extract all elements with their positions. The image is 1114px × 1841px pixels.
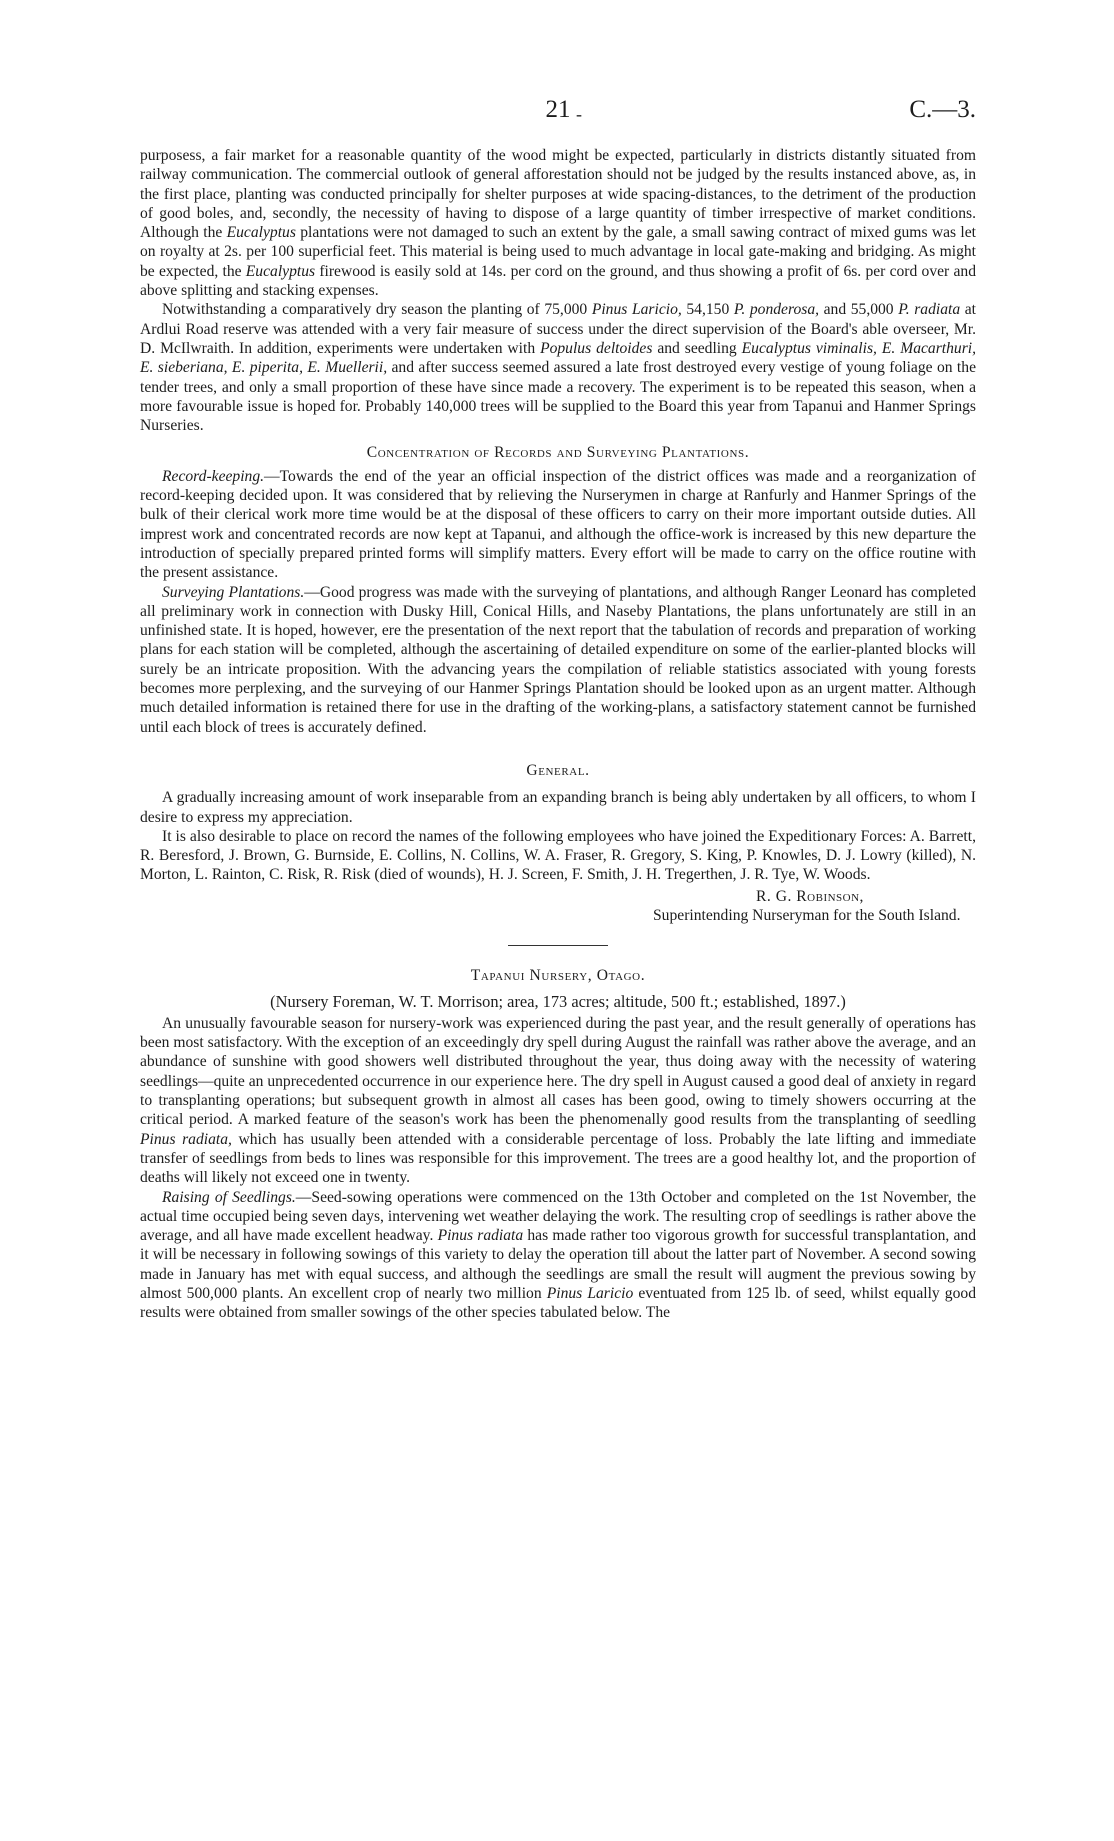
paragraph-record-keeping: Record-keeping.—Towards the end of the year an official inspection of the district offices was made and a reorganization of record-keeping decided upon. It was considered that by relieving the Nurserymen in charge at Ranfurly and Hanmer Springs of the bulk of their clerical work more time would be at the disposal of these officers to carry on their more important outside duties. All imprest work and concentrated records are now kept at Tapanui, and although the office-work is increased by this new departure the introduction of specially prepared printed forms will simplify matters. Every effort will be made to carry on the office routine with the present assistance. bbox=[140, 467, 976, 582]
page-header bbox=[140, 96, 976, 126]
signature-name: R. G. Robinson, bbox=[756, 887, 864, 905]
paragraph-surveying-plantations: Surveying Plantations.—Good progress was made with the surveying of plantations, and although Ranger Leonard has completed all preliminary work in connection with Dusky Hill, Conical Hills, and Naseby Plantations, the plans unfortunately are still in an unfinished state. It is hoped, however, ere the presentation of the next report that the tabulation of records and preparation of working plans for each station will be completed, although the ascertaining of detailed expenditure on some of the earlier-planted blocks will surely be an intricate proposition. With the advancing years the compilation of reliable statistics associated with young forests becomes more perplexing, and the surveying of our Hanmer Springs Plantation should be looked upon as an urgent matter. Although much detailed information is retained there for use in the drafting of the working-plans, a satisfactory statement cannot be furnished until each block of trees is accurately defined. bbox=[140, 583, 976, 736]
page-number: 21 bbox=[545, 96, 571, 123]
section-heading-tapanui: Tapanui Nursery, Otago. bbox=[470, 967, 646, 985]
paragraph-ardlui-planting: Notwithstanding a comparatively dry season the planting of 75,000 Pinus Laricio, 54,150 P. ponderosa, and 55,000 P. radiata at Ardlui Road reserve was attended with a very fair measure of success under the direct supervision of the Board's able overseer, Mr. D. McIlwraith. In addition, experiments were undertaken with Populus deltoides and seedling Eucalyptus viminalis, E. Macarthuri, E. sieberiana, E. piperita, E. Muellerii, and after success seemed assured a late frost destroyed every vestige of young foliage on the tender trees, and only a small proportion of these have since made a recovery. The experiment is to be repeated this season, when a more favourable issue is hoped for. Probably 140,000 trees will be supplied to the Board this year from Tapanui and Hanmer Springs Nurseries. bbox=[140, 301, 976, 435]
section-divider bbox=[508, 945, 608, 946]
paragraph-tapanui-season: An unusually favourable season for nursery-work was experienced during the past year, and the result generally of operations has been most satisfactory. With the exception of an exceedingly dry spell during August the rainfall was rather above the average, and an abundance of sunshine with good showers well distributed throughout the year, thus doing away with the necessity of watering seedlings—quite an unprecedented occurrence in our experience here. The dry spell in August caused a good deal of anxiety in regard to transplanting operations; but subsequent growth in almost all cases has been good, owing to timely showers occurring at the critical period. A marked feature of the season's work has been the phenomenally good results from the transplanting of seedling Pinus radiata, which has usually been attended with a considerable percentage of loss. Probably the late lifting and immediate transfer of seedlings from beds to lines was responsible for this improvement. The trees are a good healthy lot, and the proportion of deaths will likely not exceed one in twenty. bbox=[140, 1014, 976, 1187]
document-body bbox=[140, 146, 976, 1323]
signature-title: Superintending Nurseryman for the South Island. bbox=[653, 906, 961, 924]
paragraph-continued: purposess, a fair market for a reasonable quantity of the wood might be expected, particularly in districts distantly situated from railway communication. The commercial outlook of general afforestation should not be judged by the results instanced above, as, in the first place, planting was conducted principally for shelter purposes at wide spacing-distances, to the detriment of the production of good boles, and, secondly, the necessity of having to dispose of a large quantity of timber irrespective of market conditions. Although the Eucalyptus plantations were not damaged to such an extent by the gale, a small sawing contract of mixed gums was let on royalty at 2s. per 100 superficial feet. This material is being used to much advantage in local gate-making and bridging. As might be expected, the Eucalyptus firewood is easily sold at 14s. per cord on the ground, and thus showing a profit of 6s. per cord over and above splitting and stacking expenses. bbox=[140, 147, 976, 300]
page-reference: C.—3. bbox=[909, 96, 976, 123]
signature-block bbox=[140, 887, 976, 926]
section-heading-general: General. bbox=[526, 761, 590, 779]
paragraph-expeditionary-forces: It is also desirable to place on record the names of the following employees who have joined the Expeditionary Forces: A. Barrett, R. Beresford, J. Brown, G. Burnside, E. Collins, N. Collins, W. A. Fraser, R. Gregory, S. King, P. Knowles, D. J. Lowry (killed), N. Morton, L. Rainton, C. Risk, R. Risk (died of wounds), H. J. Screen, F. Smith, J. H. Tregerthen, J. R. Tye, W. Woods. bbox=[140, 827, 976, 884]
paragraph-general-appreciation: A gradually increasing amount of work inseparable from an expanding branch is being ably undertaken by all officers, to whom I desire to express my appreciation. bbox=[140, 789, 976, 826]
header-mark: - bbox=[576, 104, 582, 124]
section-heading-records: Concentration of Records and Surveying Plantations. bbox=[366, 444, 750, 462]
nursery-details: (Nursery Foreman, W. T. Morrison; area, 173 acres; altitude, 500 ft.; established, 1897.) bbox=[270, 991, 846, 1011]
paragraph-raising-seedlings: Raising of Seedlings.—Seed-sowing operations were commenced on the 13th October and completed on the 1st November, the actual time occupied being seven days, intervening wet weather delaying the work. The resulting crop of seedlings is rather above the average, and all have made excellent headway. Pinus radiata has made rather too vigorous growth for successful transplantation, and it will be necessary in following sowings of this variety to delay the operation till about the latter part of November. A second sowing made in January has met with equal success, and although the seedlings are small the result will augment the previous sowing by almost 500,000 plants. An excellent crop of nearly two million Pinus Laricio eventuated from 125 lb. of seed, whilst equally good results were obtained from smaller sowings of the other species tabulated below. The bbox=[140, 1188, 977, 1322]
